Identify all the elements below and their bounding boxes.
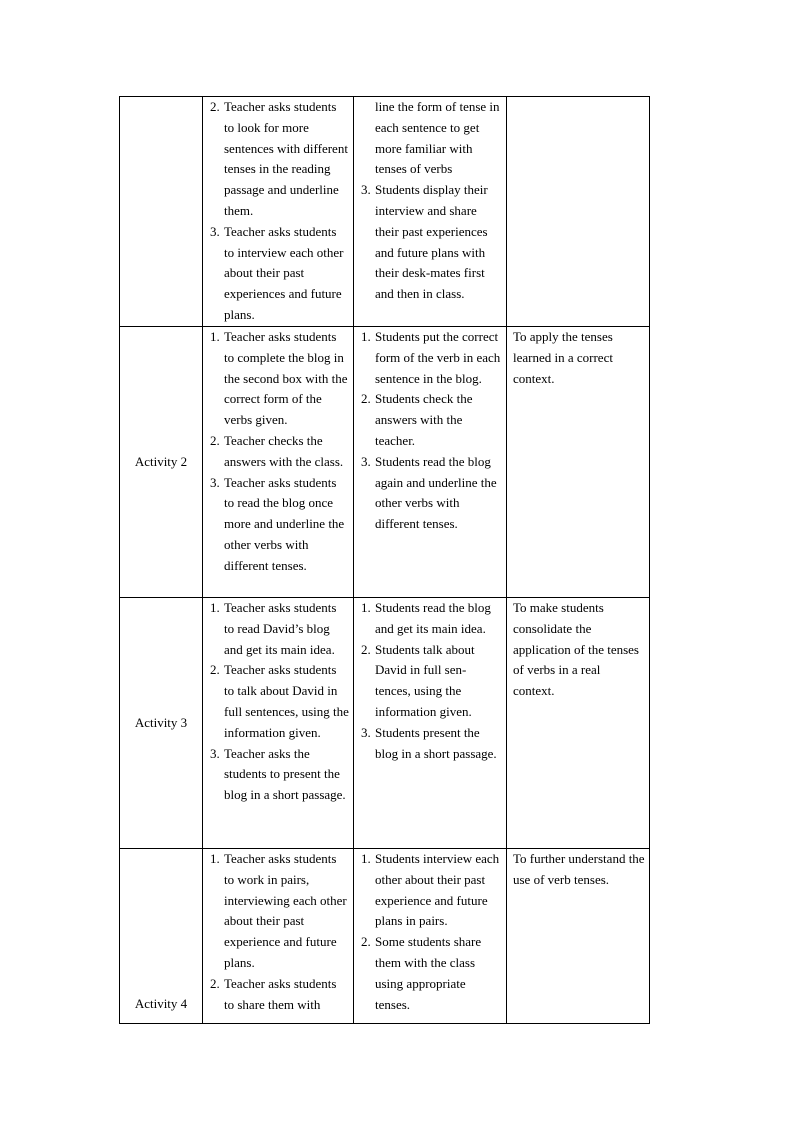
list-item: 3. Teacher asks the students to present the blog in a short passage.: [210, 745, 346, 803]
list-item: 2. Teacher asks students to talk about David in full sentences, using the information given.: [210, 662, 349, 740]
list-item: 3. Students display their interview and share their past experiences and future plans with their desk-mates first and then in class.: [361, 182, 488, 302]
aim-cell: To apply the tenses learned in a correct context.: [507, 327, 650, 598]
table-row: [120, 598, 650, 849]
list-item: 2. Teacher asks students to look for more sentences with different tenses in the reading passage and underline them.: [210, 99, 348, 218]
activity-label-cell: [120, 327, 203, 598]
teacher-steps-list: [203, 598, 353, 806]
teacher-steps-list: [203, 849, 353, 1015]
list-item: 1. Students put the correct form of the verb in each sentence in the blog.: [361, 329, 501, 386]
student-activity-cell: [354, 97, 507, 327]
list-item: 1. Teacher asks students to read David’s blog and get its main idea.: [210, 600, 337, 657]
list-item: 1. Students read the blog and get its main idea.: [361, 600, 491, 636]
aim-cell: [507, 97, 650, 327]
list-item: 3. Teacher asks students to interview each other about their past experiences and future plans.: [210, 223, 344, 322]
activity-label-cell: [120, 849, 203, 1024]
continued-step-text: line the form of tense in each sentence to get more familiar with tenses of verbs: [375, 99, 500, 177]
activity-label-cell: [120, 97, 203, 327]
list-item: 3. Students read the blog again and underline the other verbs with different tenses.: [361, 453, 497, 532]
table-row: [120, 849, 650, 1024]
activity-label: Activity 3: [134, 714, 188, 730]
aim-cell: To further understand the use of verb tenses.: [507, 849, 650, 1024]
activity-label: Activity 4: [134, 996, 188, 1012]
teacher-steps-list: [203, 97, 353, 326]
list-item: 1. Students interview each other about their past experience and future plans in pairs.: [361, 851, 500, 929]
student-steps-list: [354, 849, 506, 1015]
teacher-activity-cell: [203, 849, 354, 1024]
list-item: 3. Students present the blog in a short passage.: [361, 724, 497, 761]
list-item: 1. Teacher asks students to work in pairs, interviewing each other about their past experience and future plans.: [210, 851, 347, 970]
teacher-activity-cell: [203, 97, 354, 327]
list-item: 2. Some students share them with the class using appropriate tenses.: [361, 934, 482, 1012]
teacher-steps-list: [203, 327, 353, 577]
activity-label-cell: [120, 598, 203, 849]
list-item: 2. Teacher checks the answers with the class.: [210, 432, 344, 469]
list-item: 2. Teacher asks students to share them with: [210, 975, 337, 1012]
list-item: 2. Students talk about David in full sen-tences, using the information given.: [361, 641, 475, 719]
table-row: [120, 97, 650, 327]
list-item: 3. Teacher asks students to read the blog once more and underline the other verbs with different tenses.: [210, 474, 345, 573]
list-item: 1. Teacher asks students to complete the blog in the second box with the correct form of the verbs given.: [210, 329, 348, 428]
list-item: 2. Students check the answers with the teacher.: [361, 391, 473, 448]
student-activity-cell: [354, 849, 507, 1024]
student-steps-list: [354, 180, 506, 305]
student-steps-list: [354, 327, 506, 535]
teacher-activity-cell: [203, 598, 354, 849]
teacher-activity-cell: [203, 327, 354, 598]
student-activity-cell: [354, 598, 507, 849]
lesson-plan-table: [119, 96, 650, 1024]
activity-label: Activity 2: [134, 453, 188, 469]
aim-cell: To make students consolidate the application of the tenses of verbs in a real context.: [507, 598, 650, 849]
table-row: [120, 327, 650, 598]
student-activity-cell: [354, 327, 507, 598]
student-steps-list: [354, 598, 506, 764]
